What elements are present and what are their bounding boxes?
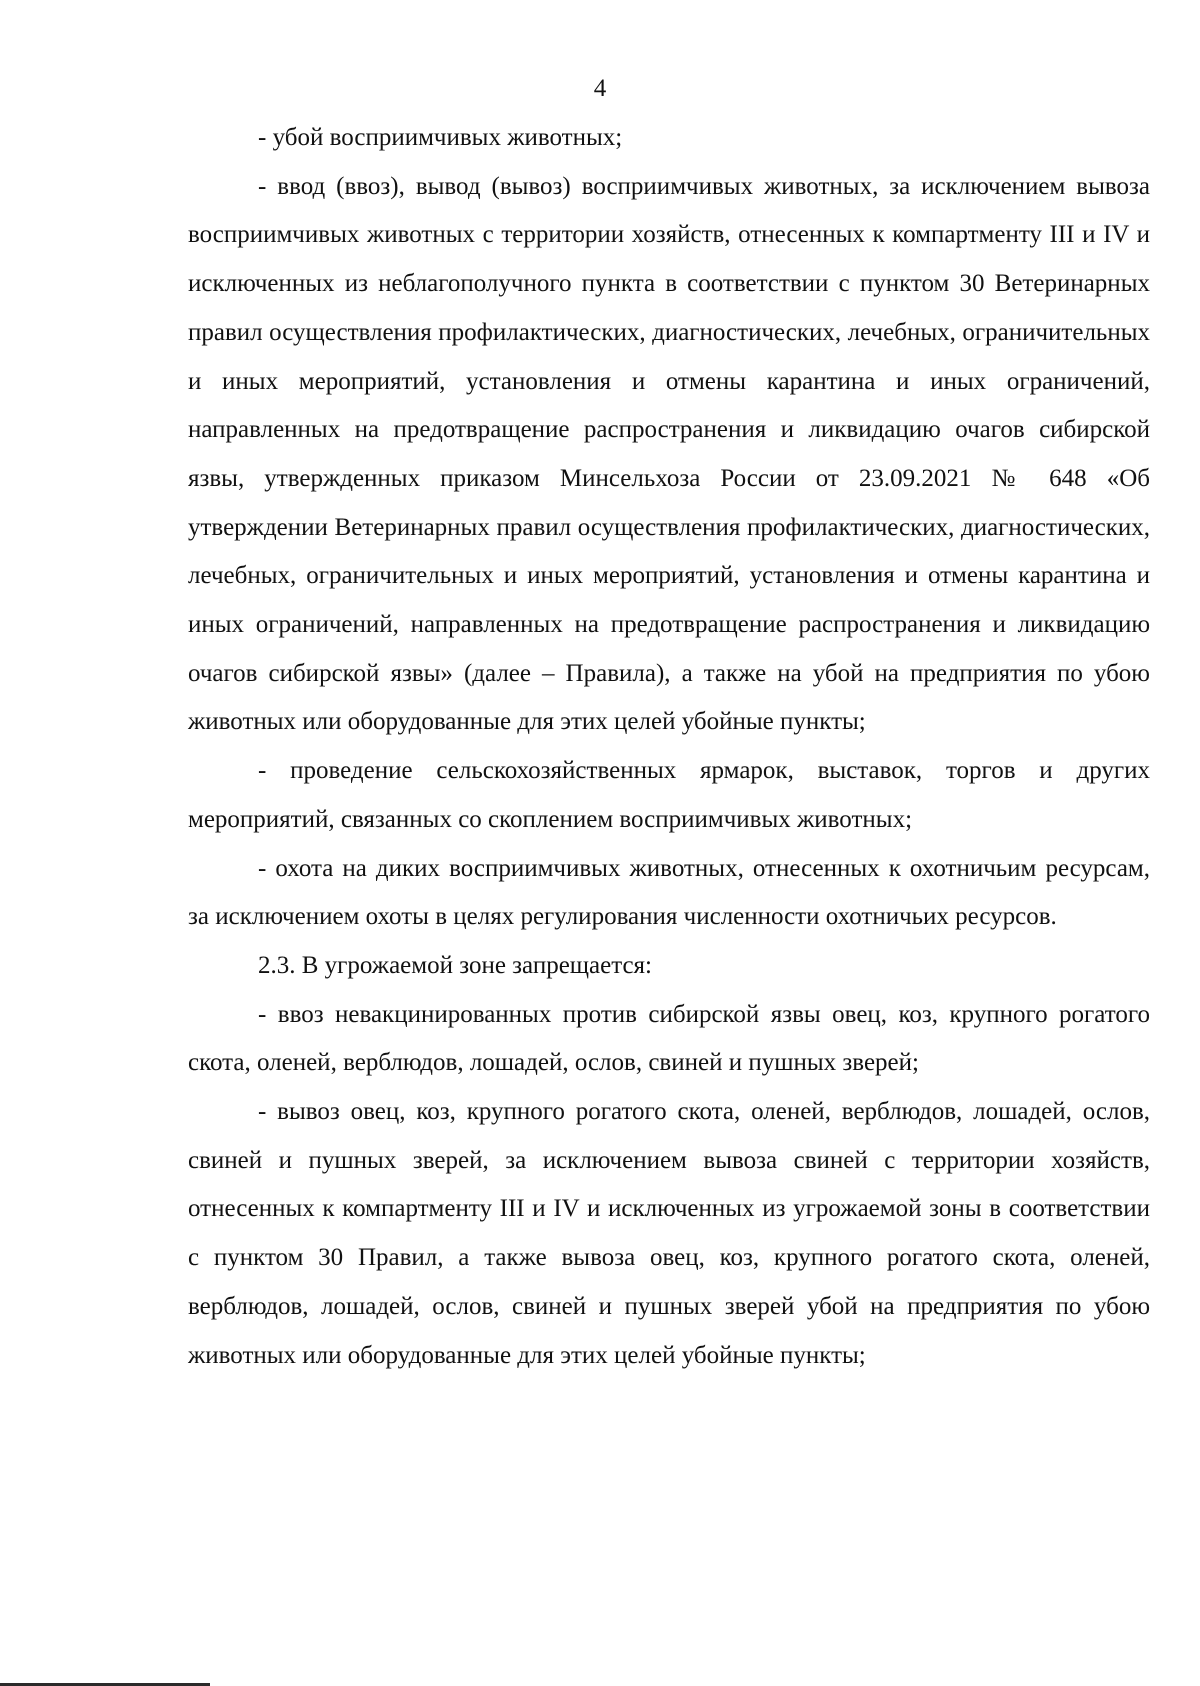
page-number: 4 (593, 75, 607, 102)
paragraph-export-ban: - вывоз овец, коз, крупного рогатого скота, оленей, верблюдов, лошадей, ослов, свиней и пушных зверей, за исключением вывоза свиней с территории хозяйств, отнесенных к компартменту III и IV и исключенных из угрожаемой зоны в соответствии с пунктом 30 Правил, а также вывоза овец, коз, крупного рогатого скота, оленей, верблюдов, лошадей, ослов, свиней и пушных зверей убой на предприятия по убою животных или оборудованные для этих целей убойные пункты; (188, 1098, 1150, 1369)
document-body (188, 114, 1150, 1380)
paragraph-fairs-ban: - проведение сельскохозяйственных ярмарок, выставок, торгов и других мероприятий, связанных со скоплением восприимчивых животных; (188, 757, 1150, 833)
section-heading-2-3: 2.3. В угрожаемой зоне запрещается: (258, 951, 653, 979)
paragraph-movement-ban: - ввод (ввоз), вывод (вывоз) восприимчивых животных, за исключением вывоза восприимчивых животных с территории хозяйств, отнесенных к компартменту III и IV и исключенных из неблагополучного пункта в соответствии с пунктом 30 Ветеринарных правил осуществления профилактических, диагностических, лечебных, ограничительных и иных мероприятий, установления и отмены карантина и иных ограничений, направленных на предотвращение распространения и ликвидацию очагов сибирской язвы, утвержденных приказом Минсельхоза России от 23.09.2021 № 648 «Об утверждении Ветеринарных правил осуществления профилактических, диагностических, лечебных, ограничительных и иных мероприятий, установления и отмены карантина и иных ограничений, направленных на предотвращение распространения и ликвидацию очагов сибирской язвы» (далее – Правила), а также на убой на предприятия по убою животных или оборудованные для этих целей убойные пункты; (188, 172, 1150, 736)
paragraph-slaughter-ban: - убой восприимчивых животных; (258, 124, 623, 151)
paragraph-hunting-ban: - охота на диких восприимчивых животных, отнесенных к охотничьим ресурсам, за исключением охоты в целях регулирования численности охотничьих ресурсов. (188, 854, 1150, 931)
paragraph-import-ban: - ввоз невакцинированных против сибирской язвы овец, коз, крупного рогатого скота, оленей, верблюдов, лошадей, ослов, свиней и пушных зверей; (188, 1000, 1150, 1077)
